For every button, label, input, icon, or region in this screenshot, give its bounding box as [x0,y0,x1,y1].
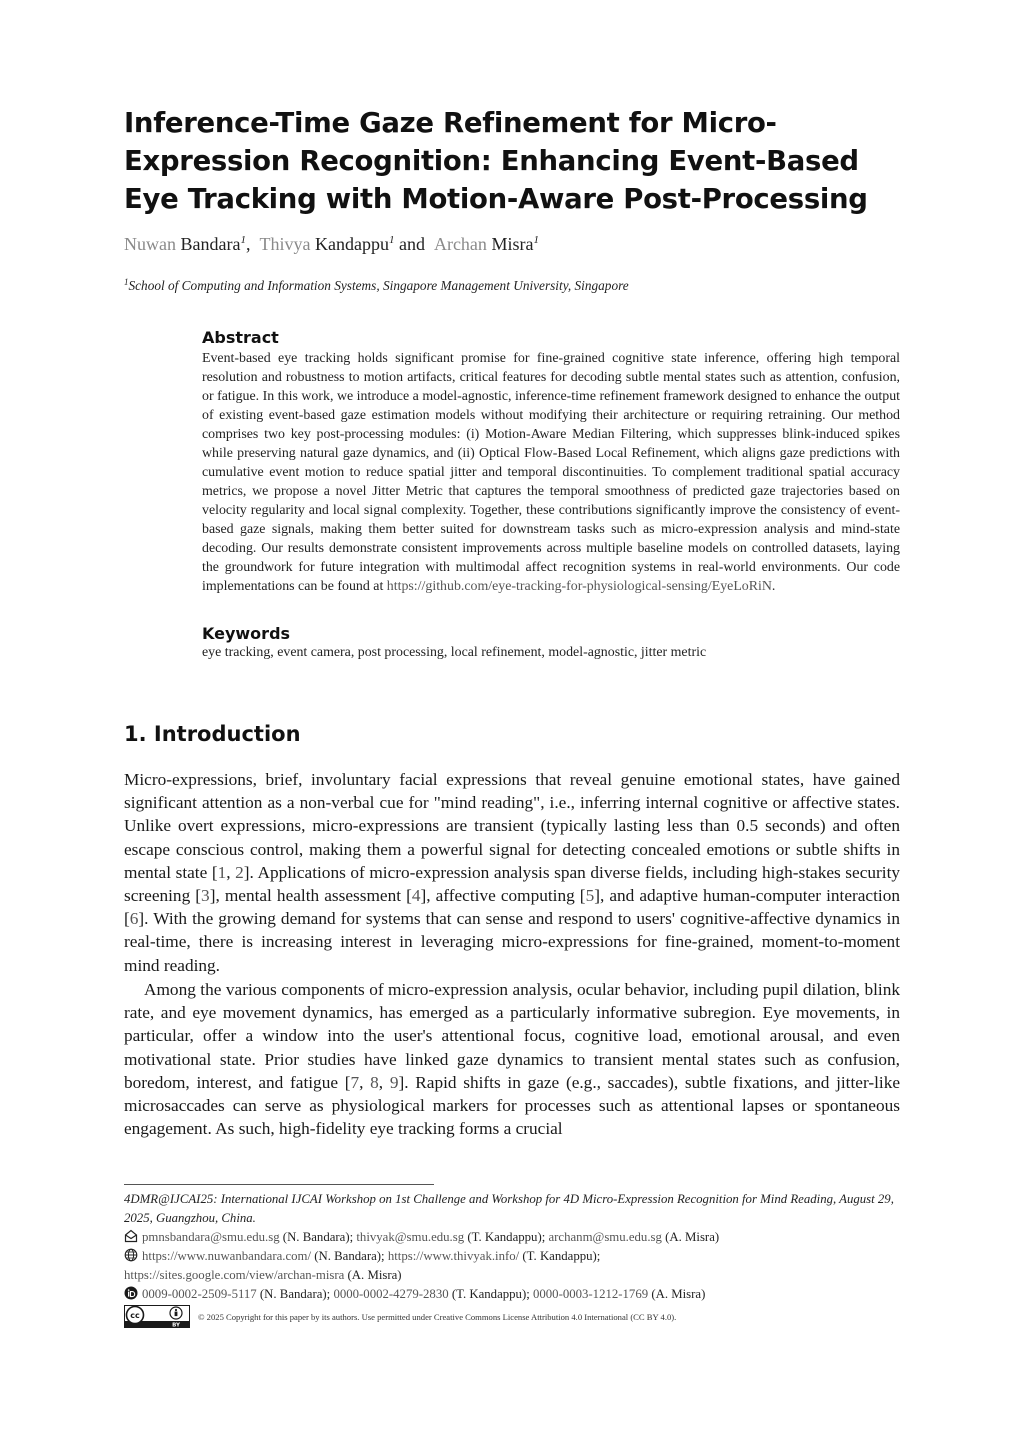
citation-link[interactable]: 5 [585,886,595,906]
footnote-orcids [124,1285,705,1304]
orcid-owner: (A. Misra) [648,1287,706,1301]
author-given-name: Thivya [259,234,311,254]
author-1 [124,234,246,254]
author-separator: , [245,234,251,254]
author-3 [434,234,539,254]
paragraph-text: Among the various components of micro-expression analysis, ocular behavior, including pupil dilation, blink rate, and eye movement dynamics, has emerged as a particularly informative subregion. Eye movements, in particular, offer a window into the user's attentional focus, cognitive load, emotional arousal, and even motivational state. Prior studies have linked gaze dynamics to transient mental states such as confusion, boredom, interest, and fatigue [ [124,980,900,1092]
author-family-name: Bandara [180,234,241,254]
footnote-websites [124,1247,600,1266]
keywords-heading: Keywords [202,624,291,643]
email-owner: (N. Bandara); [279,1230,357,1244]
email-link[interactable]: thivyak@smu.edu.sg [356,1230,465,1244]
citation-separator: , [378,1072,390,1092]
globe-icon [124,1248,138,1262]
footnote-emails [124,1228,719,1247]
paragraph-text: ], affective computing [ [420,886,586,906]
citation-link[interactable]: 2 [235,862,244,882]
citation-link[interactable]: 7 [350,1072,360,1092]
paragraph-text: ]. Rapid shifts in gaze (e.g., saccades), subtle fixations, and jitter-like microsaccades can serve as physiological markers for processes such as attentional lapses or spontaneous engagement. As such, high-fidelity eye tracking forms a crucial [124,1072,901,1139]
paragraph-text: ], mental health assessment [ [209,886,412,906]
website-owner: (N. Bandara); [311,1249,388,1263]
affiliation-mark: 1 [240,234,246,246]
website-link[interactable]: https://www.thivyak.info/ [387,1249,520,1263]
license-block [124,1305,676,1328]
by-label: BY [172,1322,180,1328]
paragraph-text: ]. Applications of micro-expression analysis span diverse fields, including high-stakes security screening [ [124,862,901,906]
author-given-name: Nuwan [124,234,176,254]
citation-link[interactable]: 4 [411,886,421,906]
email-link[interactable]: pmnsbandara@smu.edu.sg [142,1230,280,1244]
citation-link[interactable]: 1 [217,862,227,882]
citation-separator: , [359,1072,371,1092]
website-link[interactable]: https://www.nuwanbandara.com/ [142,1249,312,1263]
section-heading-introduction: 1. Introduction [124,722,301,746]
author-given-name: Archan [433,234,487,254]
keywords-text: eye tracking, event camera, post processing, local refinement, model-agnostic, jitter metric [202,645,707,660]
abstract-end: . [771,579,776,594]
paper-title: Inference-Time Gaze Refinement for Micro-Expression Recognition: Enhancing Event-Based Eye Tracking with Motion-Aware Post-Processing [124,107,868,215]
citation-separator: , [226,862,236,882]
affiliation-mark: 1 [124,277,129,287]
email-link[interactable]: archanm@smu.edu.sg [548,1230,662,1244]
citation-link[interactable]: 8 [370,1072,379,1092]
abstract-heading: Abstract [202,328,279,347]
email-owner: (A. Misra) [661,1230,720,1244]
citation-link[interactable]: 9 [389,1072,399,1092]
cc-by-license-badge[interactable] [124,1305,190,1328]
code-repo-link[interactable]: https://github.com/eye-tracking-for-physiological-sensing/EyeLoRiN [386,579,772,594]
orcid-link[interactable]: 0009-0002-2509-5117 [142,1287,257,1301]
author-2 [259,234,394,254]
email-icon [124,1229,138,1243]
orcid-owner: (T. Kandappu); [448,1287,533,1301]
author-conjunction: and [398,234,425,254]
affiliation-text: School of Computing and Information Systems, Singapore Management University, Singapore [128,278,629,293]
author-family-name: Kandappu [314,234,389,254]
citation-link[interactable]: 6 [129,909,139,929]
cc-label: cc [130,1311,140,1320]
copyright-notice: © 2025 Copyright for this paper by its authors. Use permitted under Creative Commons License Attribution 4.0 International (CC BY 4.0). [198,1311,677,1322]
paragraph-text: ], and adaptive human-computer interaction [ [124,886,900,929]
intro-paragraph-1 [124,768,900,977]
orcid-owner: (N. Bandara); [256,1287,334,1301]
affiliation-mark: 1 [388,234,395,246]
paragraph-text: Micro-expressions, brief, involuntary facial expressions that reveal genuine emotional states, have gained significant attention as a non-verbal cue for "mind reading", i.e., inferring internal cognitive or affective states. Unlike overt expressions, micro-expressions are transient (typically lasting less than 0.5 seconds) and often escape conscious control, making them a powerful signal for detecting concealed emotions or subtle shifts in mental state [ [124,770,900,882]
orcid-icon [124,1286,138,1300]
author-list [124,234,539,255]
website-owner: (T. Kandappu); [519,1249,601,1263]
orcid-link[interactable]: 0000-0003-1212-1769 [532,1287,649,1301]
footnote-website-continued [124,1266,402,1285]
affiliation-mark: 1 [533,234,539,246]
email-owner: (T. Kandappu); [464,1230,549,1244]
paragraph-text: ]. With the growing demand for systems that can sense and respond to users' cognitive-affective dynamics in real-time, there is increasing interest in leveraging micro-expressions for fine-grained, moment-to-moment mind reading. [124,909,900,975]
citation-link[interactable]: 3 [201,886,210,906]
orcid-link[interactable]: 0000-0002-4279-2830 [333,1287,449,1301]
abstract-text: Event-based eye tracking holds significant promise for fine-grained cognitive state inference, offering high temporal resolution and robustness to motion artifacts, critical features for decoding subtle mental states such as attention, confusion, or fatigue. In this work, we introduce a model-agnostic, inference-time refinement framework designed to enhance the output of existing event-based gaze estimation models without modifying their architecture or requiring retraining. Our method comprises two key post-processing modules: (i) Motion-Aware Median Filtering, which suppresses blink-induced spikes while preserving natural gaze dynamics, and (ii) Optical Flow-Based Local Refinement, which aligns gaze predictions with cumulative event motion to reduce spatial jitter and temporal discontinuities. To complement traditional spatial accuracy metrics, we propose a novel Jitter Metric that captures the temporal smoothness of predicted gaze trajectories based on velocity regularity and local signal complexity. Together, these contributions significantly improve the consistency of event-based gaze signals, making them better suited for downstream tasks such as micro-expression analysis and mind-state decoding. Our results demonstrate consistent improvements across multiple baseline models on controlled datasets, laying the groundwork for future integration with multimodal affect recognition systems in real-world environments. Our code implementations can be found at [202,351,900,594]
author-family-name: Misra [491,234,534,254]
footnote-divider [124,1184,434,1185]
website-link[interactable]: https://sites.google.com/view/archan-misra [124,1268,345,1282]
abstract-body [202,349,900,596]
website-owner: (A. Misra) [344,1268,402,1282]
footnote-venue: 4DMR@IJCAI25: International IJCAI Workshop on 1st Challenge and Workshop for 4D Micro-Expression Recognition for Mind Reading, August 29, 2025, Guangzhou, China. [124,1192,894,1225]
affiliation [124,278,629,294]
intro-paragraph-2 [124,978,900,1140]
